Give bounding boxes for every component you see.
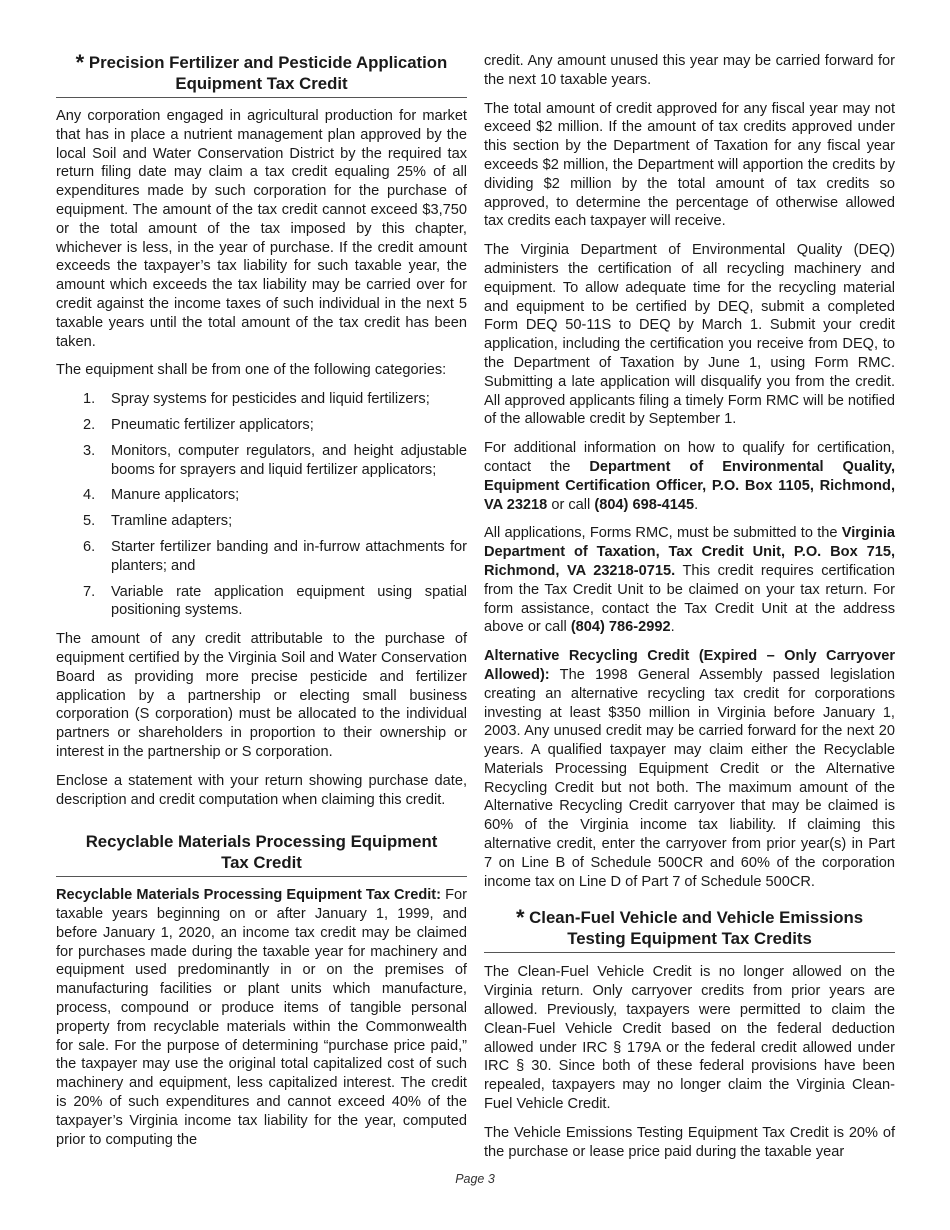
paragraph-text: or call bbox=[547, 496, 595, 513]
heading-line: Clean-Fuel Vehicle and Vehicle Emissions bbox=[529, 908, 864, 928]
paragraph: The Clean-Fuel Vehicle Credit is no longer allowed on the Virginia return. Only carryover credits from prior years are allowed. Previously, taxpayers were permitted to claim the Clean-Fuel Vehicle Credit based on the federal deduction allowed under IRC § 179A or the federal credit allowed under IRC § 30. Since both of these federal provisions have been repealed, taxpayers may no longer claim the Virginia Clean-Fuel Vehicle Credit. bbox=[484, 964, 895, 1113]
paragraph: credit. Any amount unused this year may be carried forward for the next 10 taxable years. bbox=[484, 53, 895, 88]
paragraph bbox=[484, 647, 895, 891]
list-number: 5. bbox=[83, 513, 96, 530]
contact-phone: (804) 786-2992 bbox=[570, 619, 671, 636]
paragraph: Enclose a statement with your return showing purchase date, description and credit computation when claiming this credit. bbox=[56, 772, 467, 808]
section-heading-clean-fuel bbox=[484, 907, 895, 953]
list-item bbox=[56, 512, 467, 531]
contact-phone: (804) 698-4145 bbox=[594, 496, 695, 513]
list-item bbox=[56, 583, 467, 621]
list-text: Tramline adapters; bbox=[111, 513, 233, 530]
list-item bbox=[56, 538, 467, 576]
paragraph: The Vehicle Emissions Testing Equipment Tax Credit is 20% of the purchase or lease price paid during the taxable year bbox=[484, 1124, 895, 1160]
paragraph-text: For additional information on how to qualify for certification, contact the bbox=[484, 440, 895, 475]
asterisk-marker: * bbox=[75, 50, 85, 75]
section-heading-precision-fertilizer bbox=[56, 52, 467, 98]
contact-address: Virginia Department of Taxation, Tax Credit Unit, P.O. Box 715, Richmond, VA 23218-0715. bbox=[484, 525, 895, 579]
left-column bbox=[56, 52, 467, 1159]
list-number: 6. bbox=[83, 538, 96, 555]
run-in-heading: Recyclable Materials Processing Equipment Tax Credit: bbox=[56, 887, 442, 904]
paragraph: The equipment shall be from one of the following categories: bbox=[56, 362, 447, 379]
list-number: 4. bbox=[83, 487, 96, 504]
paragraph-text: . bbox=[670, 619, 675, 636]
heading-line: Tax Credit bbox=[221, 853, 302, 873]
paragraph bbox=[484, 439, 895, 514]
paragraph: Any corporation engaged in agricultural production for market that has in place a nutrient management plan approved by the local Soil and Water Conservation District by the required tax return filing date may claim a tax credit equaling 25% of all expenditures made by such corporation for the purchase of equipment. The amount of the tax credit cannot exceed $3,750 or the total amount of the tax imposed by this chapter, whichever is less, in the year of purchase. If the credit amount exceeds the taxpayer’s tax liability for such taxable year, the amount which exceeds the tax liability may be carried over for credit against the income taxes of such individual in the next 5 taxable years until the total amount of the tax credit has been taken. bbox=[56, 108, 467, 350]
paragraph-text: This credit requires certification from the Tax Credit Unit to be claimed on your tax return. For form assistance, contact the Tax Credit Unit at the address above or call bbox=[484, 562, 895, 636]
heading-line: Equipment Tax Credit bbox=[175, 74, 348, 93]
right-column bbox=[484, 52, 895, 1171]
run-in-heading: Alternative Recycling Credit (Expired – Only Carryover Allowed): bbox=[484, 648, 895, 683]
paragraph-text: The 1998 General Assembly passed legislation creating an alternative recycling tax credit for corporations investing at least $350 million in Virginia before January 1, 2003. Any unused credit may be carried forward for the next 20 years. A qualified taxpayer may claim either the Recyclable Materials Processing Equipment Credit or the Alternative Recycling Credit but not both. The maximum amount of the Alternative Recycling Credit carryover that may be claimed is 60% of the Virginia income tax liability. If claiming this alternative credit, enter the carryover from prior year(s) in Part 7 on Line B of Schedule 500CR and 60% of the corporation income tax on Line D of Part 7 of Schedule 500CR. bbox=[484, 666, 895, 890]
list-number: 2. bbox=[83, 416, 96, 433]
list-number: 1. bbox=[83, 391, 96, 408]
paragraph-text: . bbox=[694, 496, 699, 513]
heading-line: Precision Fertilizer and Pesticide Application bbox=[88, 53, 448, 72]
heading-line: Testing Equipment Tax Credits bbox=[567, 929, 812, 949]
list-text: Spray systems for pesticides and liquid fertilizers; bbox=[111, 391, 430, 408]
paragraph bbox=[484, 524, 895, 637]
list-text: Variable rate application equipment using spatial positioning systems. bbox=[111, 583, 467, 619]
paragraph: The Virginia Department of Environmental Quality (DEQ) administers the certification of all recycling machinery and equipment. To allow adequate time for the recycling material and equipment to be certified by DEQ, submit a completed Form DEQ 50-11S to DEQ by March 1. Submit your credit application, including the certification you receive from DEQ, to the Department of Taxation by June 1, using Form RMC. Submitting a late application will disqualify you from the credit. All approved applicants filing a timely Form RMC will be notified of the allowable credit by September 1. bbox=[484, 242, 895, 428]
list-number: 3. bbox=[83, 442, 96, 459]
contact-address: Department of Environmental Quality, Equipment Certification Officer, P.O. Box 1105, Richmond, VA 23218 bbox=[484, 458, 895, 513]
list-item bbox=[56, 486, 467, 505]
asterisk-marker: * bbox=[515, 905, 525, 931]
list-item bbox=[56, 416, 467, 435]
paragraph bbox=[56, 886, 467, 1149]
list-text: Monitors, computer regulators, and height adjustable booms for sprayers and liquid fertilizer applicators; bbox=[111, 442, 467, 478]
paragraph-text: For taxable years beginning on or after January 1, 1999, and before January 1, 2020, an income tax credit may be claimed for purchases made during the taxable year for machinery and equipment used predominantly in or on the premises of manufacturing facilities or plant units which manufacture, process, compound or produce items of tangible personal property from recyclable materials within the Commonwealth for sale. For the purpose of determining “purchase price paid,” the taxpayer may use the original total capitalized cost of such machinery and equipment, less capitalized interest. The credit is 20% of such expenditures and cannot exceed 40% of the taxpayer’s Virginia income tax liability for the year, computed prior to computing the bbox=[56, 887, 468, 1148]
equipment-category-list bbox=[56, 390, 467, 620]
list-text: Starter fertilizer banding and in-furrow attachments for planters; and bbox=[111, 538, 467, 574]
list-item bbox=[56, 390, 467, 409]
list-number: 7. bbox=[83, 583, 96, 600]
paragraph: The total amount of credit approved for any fiscal year may not exceed $2 million. If the amount of tax credits approved under this section by the Department of Taxation for any fiscal year exceeds $2 million, the Department will apportion the credits by dividing $2 million by the total amount of tax credits so approved, to determine the percentage of otherwise allowed tax credits each taxpayer will receive. bbox=[484, 100, 895, 230]
list-item bbox=[56, 442, 467, 480]
heading-line: Recyclable Materials Processing Equipment bbox=[85, 832, 438, 852]
paragraph-text: All applications, Forms RMC, must be submitted to the bbox=[484, 525, 842, 542]
paragraph: The amount of any credit attributable to the purchase of equipment certified by the Virginia Soil and Water Conservation Board as providing more precise pesticide and fertilizer application by a partnership or electing small business corporation (S corporation) must be allocated to the individual partners or shareholders in proportion to their ownership or interest in the partnership or S corporation. bbox=[56, 631, 467, 760]
section-heading-recyclable-materials bbox=[56, 831, 467, 877]
page-number: Page 3 bbox=[455, 1172, 495, 1186]
list-text: Pneumatic fertilizer applicators; bbox=[111, 416, 314, 433]
list-text: Manure applicators; bbox=[111, 487, 240, 504]
